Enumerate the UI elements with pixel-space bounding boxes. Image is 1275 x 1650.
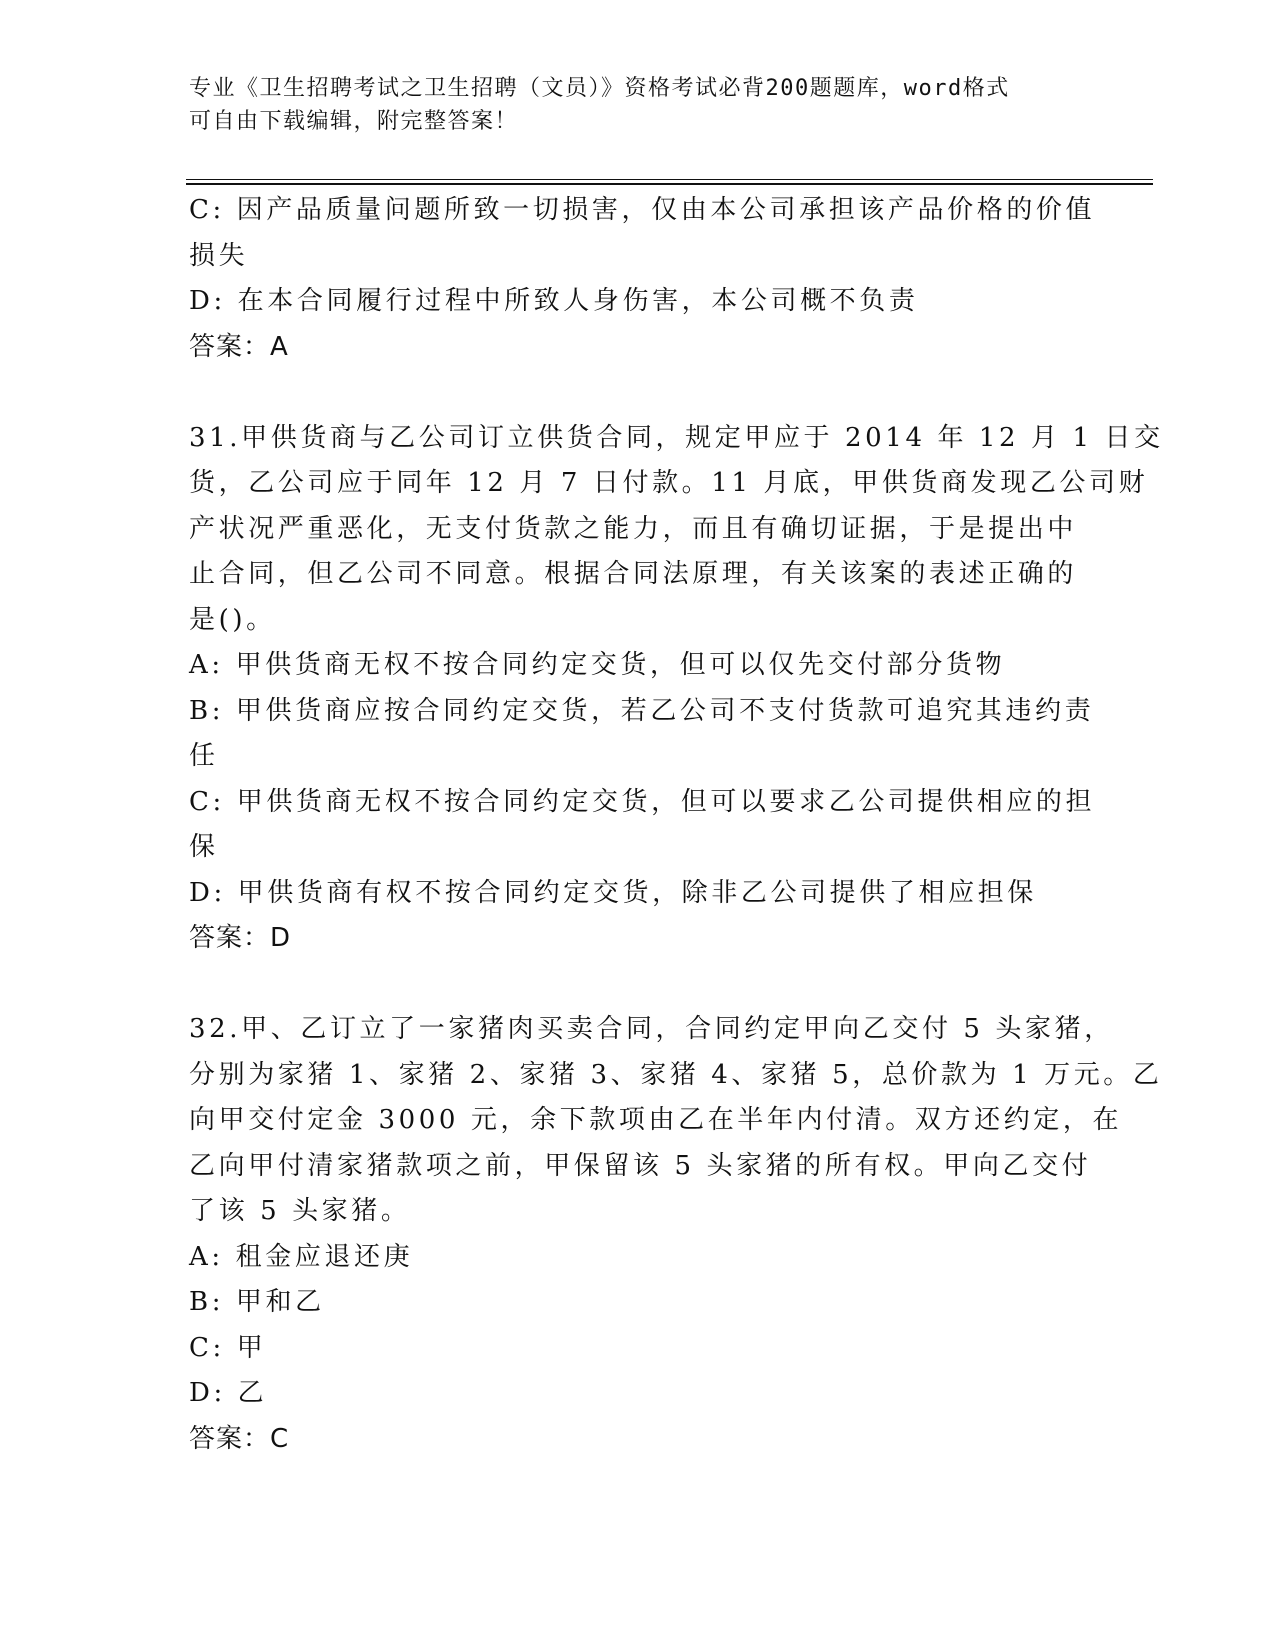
option-d: D: 在本合同履行过程中所致人身伤害，本公司概不负责 xyxy=(189,286,919,316)
option-b-line-1: B: 甲供货商应按合同约定交货，若乙公司不支付货款可追究其违约责 xyxy=(189,695,1095,726)
question-stem-line: 31.甲供货商与乙公司订立供货合同，规定甲应于 2014 年 12 月 1 日交 xyxy=(189,422,1164,453)
option-a: A: 租金应退还庚 xyxy=(189,1241,414,1272)
option-d: D: 甲供货商有权不按合同约定交货，除非乙公司提供了相应担保 xyxy=(189,877,1037,908)
answer-label: 答案： xyxy=(189,1423,271,1454)
option-c: C: 甲 xyxy=(189,1332,267,1363)
answer-label: 答案： xyxy=(189,331,271,362)
answer-value: D xyxy=(270,923,292,953)
question-stem-line: 分别为家猪 1、家猪 2、家猪 3、家猪 4、家猪 5，总价款为 1 万元。乙 xyxy=(189,1059,1163,1090)
option-a: A: 甲供货商无权不按合同约定交货，但可以仅先交付部分货物 xyxy=(189,650,1006,680)
answer-label: 答案： xyxy=(189,923,271,953)
question-stem-line: 止合同，但乙公司不同意。根据合同法原理，有关该案的表述正确的 xyxy=(189,559,1078,589)
answer-line xyxy=(189,325,1089,371)
header-rule-thick xyxy=(186,183,1153,185)
spacer xyxy=(189,962,1089,1008)
question-stem-line: 货，乙公司应于同年 12 月 7 日付款。11 月底，甲供货商发现乙公司财 xyxy=(189,468,1149,498)
question-30-continuation xyxy=(189,188,1096,370)
option-b: B: 甲和乙 xyxy=(189,1287,325,1317)
option-d: D: 乙 xyxy=(189,1378,268,1408)
question-32 xyxy=(189,1007,1163,1462)
document-header xyxy=(189,72,1069,138)
question-31 xyxy=(189,416,1164,962)
answer-value: C xyxy=(270,1423,290,1454)
document-body xyxy=(189,188,1164,1462)
option-c-line-2: 损失 xyxy=(189,240,249,271)
answer-line xyxy=(189,1417,1089,1463)
question-stem-line: 乙向甲付清家猪款项之前，甲保留该 5 头家猪的所有权。甲向乙交付 xyxy=(189,1150,1092,1181)
question-stem-line: 32.甲、乙订立了一家猪肉买卖合同，合同约定甲向乙交付 5 头家猪， xyxy=(189,1014,1114,1044)
question-stem-line: 了该 5 头家猪。 xyxy=(189,1196,411,1226)
option-c-line-1: C: 甲供货商无权不按合同约定交货，但可以要求乙公司提供相应的担 xyxy=(189,786,1096,817)
header-line-2: 可自由下载编辑，附完整答案！ xyxy=(189,109,519,134)
question-stem-line: 产状况严重恶化，无支付货款之能力，而且有确切证据，于是提出中 xyxy=(189,513,1078,544)
answer-value: A xyxy=(270,331,289,362)
header-line-1: 专业《卫生招聘考试之卫生招聘（文员）》资格考试必背200题题库，word格式 xyxy=(189,76,1010,101)
option-c-line-2: 保 xyxy=(189,832,219,862)
option-b-line-2: 任 xyxy=(189,741,219,771)
header-rule-thin xyxy=(186,179,1153,180)
spacer xyxy=(189,370,1089,416)
question-stem-line: 向甲交付定金 3000 元，余下款项由乙在半年内付清。双方还约定，在 xyxy=(189,1105,1123,1135)
answer-line xyxy=(189,916,1089,962)
question-stem-line: 是()。 xyxy=(189,604,276,635)
option-c-line-1: C: 因产品质量问题所致一切损害，仅由本公司承担该产品价格的价值 xyxy=(189,195,1096,225)
